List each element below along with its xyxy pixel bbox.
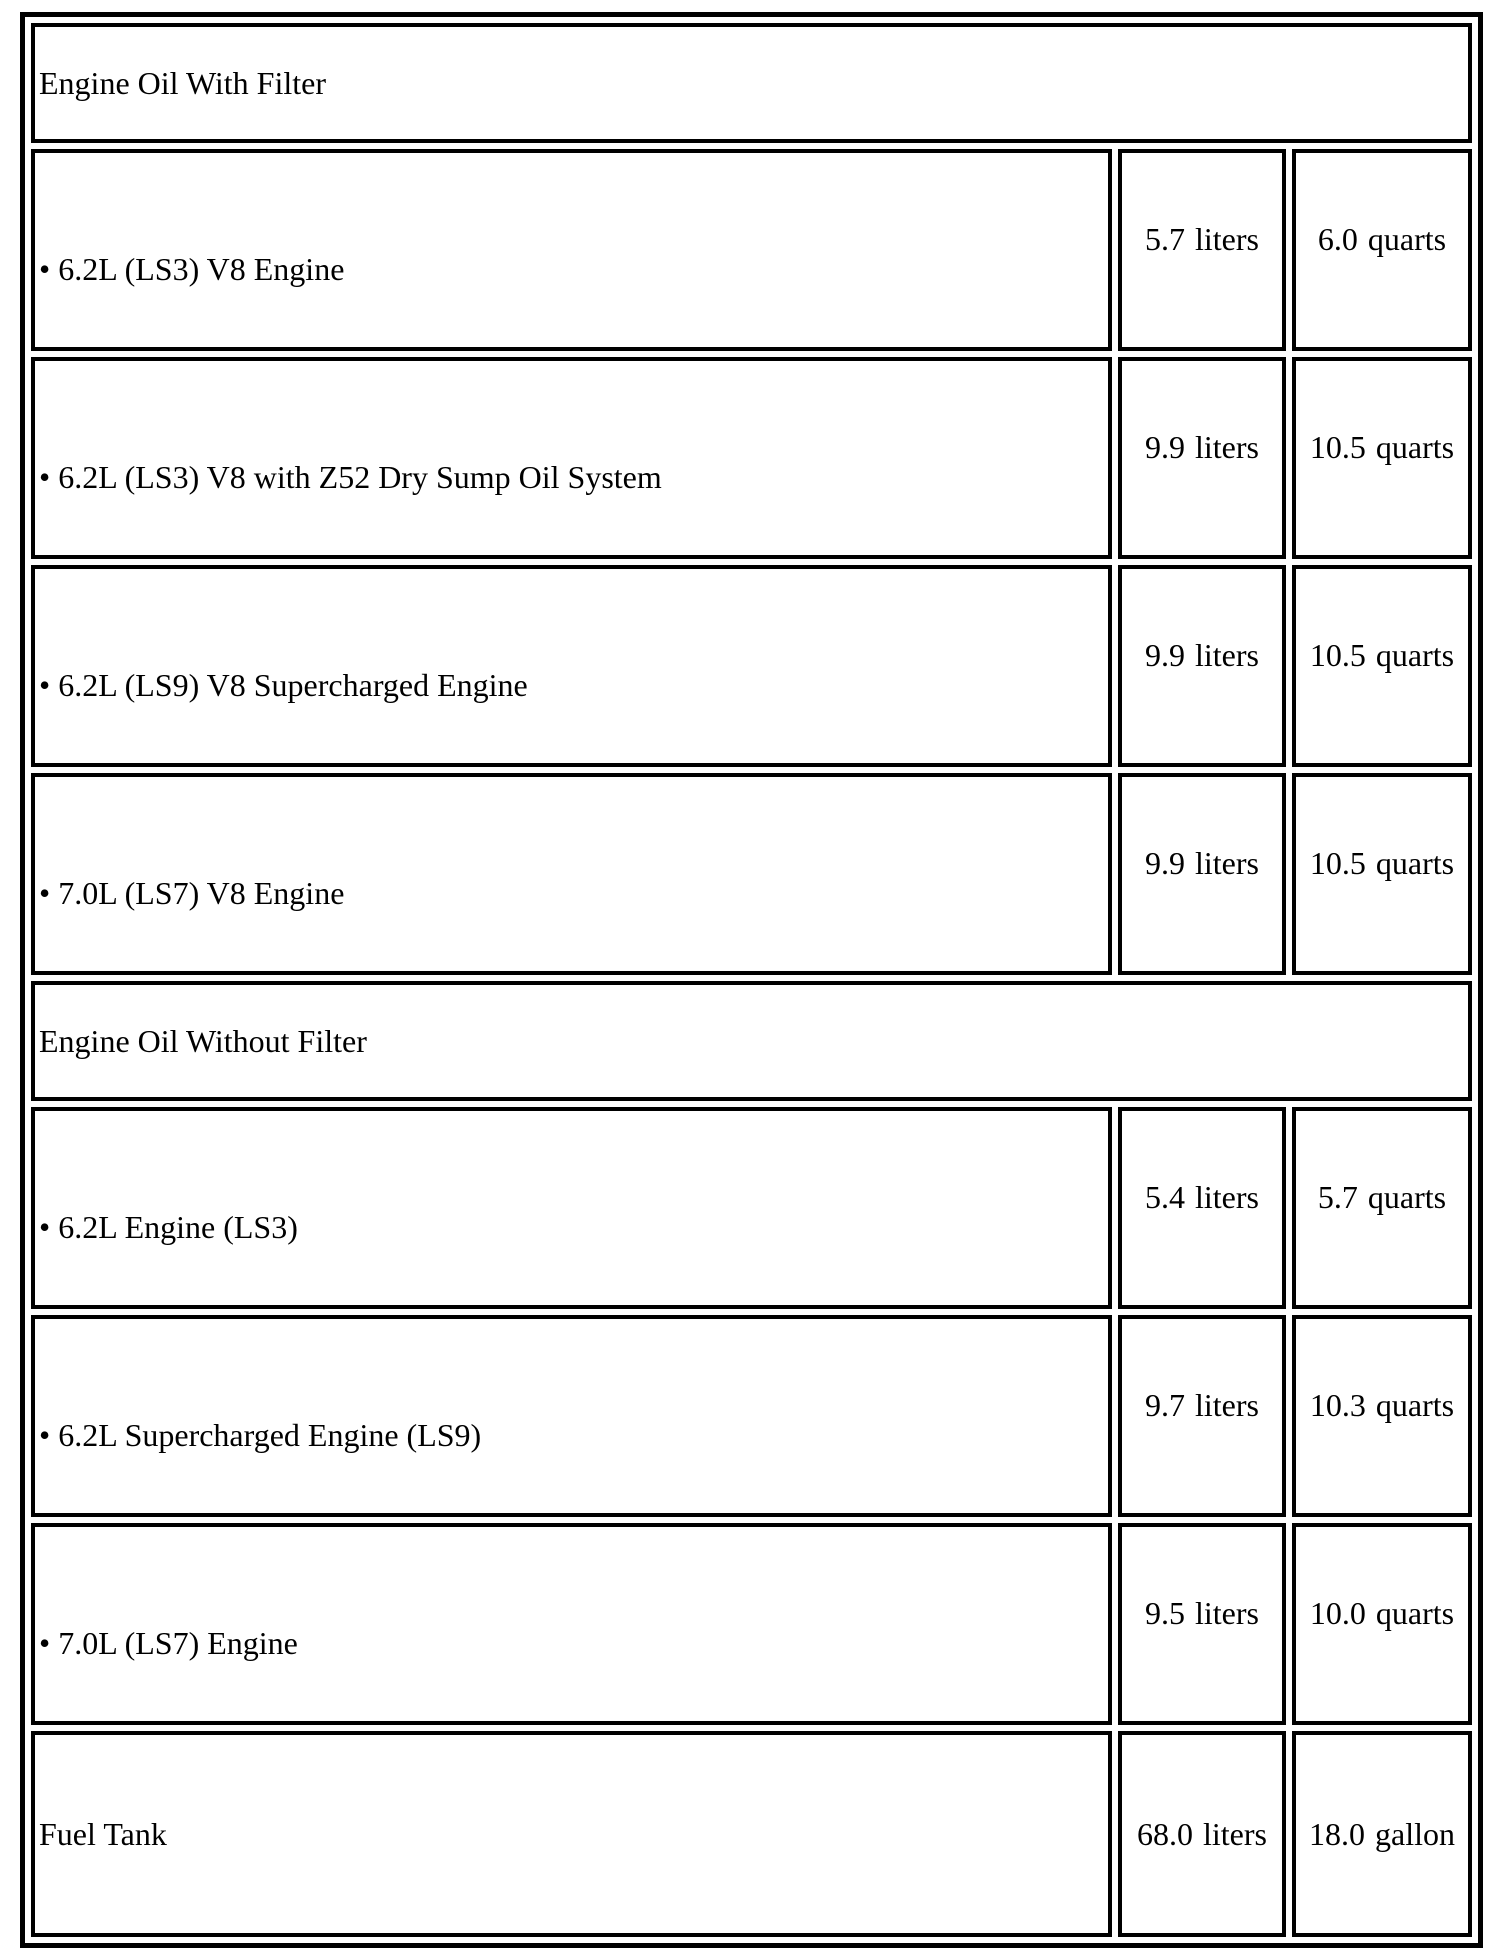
metric-value: 5.4	[1145, 1178, 1185, 1215]
us-unit: quarts	[1375, 636, 1455, 673]
bullet-icon: •	[39, 1416, 51, 1453]
us-cell	[1292, 357, 1472, 559]
us-value: 5.7	[1317, 1178, 1358, 1215]
metric-unit: liters	[1195, 1386, 1259, 1423]
table-row	[31, 149, 1472, 351]
section-header-row	[31, 981, 1472, 1101]
us-cell	[1292, 1315, 1472, 1517]
row-label: 6.2L (LS9) V8 Supercharged Engine	[58, 666, 528, 703]
metric-cell	[1118, 149, 1286, 351]
us-unit: quarts	[1367, 220, 1447, 257]
capacities-table	[20, 12, 1483, 1948]
row-label: 6.2L (LS3) V8 with Z52 Dry Sump Oil System	[58, 458, 662, 495]
us-value: 18.0	[1309, 1815, 1366, 1852]
metric-unit: liters	[1195, 1178, 1259, 1215]
table-row	[31, 773, 1472, 975]
table-row	[31, 1107, 1472, 1309]
row-label-cell	[31, 565, 1112, 767]
us-value: 10.5	[1309, 844, 1366, 881]
fuel-tank-row	[31, 1731, 1472, 1937]
us-cell	[1292, 1107, 1472, 1309]
row-label-cell	[31, 1523, 1112, 1725]
row-label-cell	[31, 357, 1112, 559]
metric-cell	[1118, 357, 1286, 559]
us-unit: quarts	[1367, 1178, 1447, 1215]
bullet-icon: •	[39, 458, 51, 495]
us-cell	[1292, 773, 1472, 975]
us-value: 10.5	[1309, 636, 1366, 673]
metric-cell	[1118, 1731, 1286, 1937]
us-unit: gallon	[1375, 1815, 1455, 1852]
metric-cell	[1118, 565, 1286, 767]
us-value: 10.3	[1309, 1386, 1366, 1423]
metric-unit: liters	[1195, 220, 1259, 257]
us-unit: quarts	[1375, 1594, 1455, 1631]
metric-value: 9.9	[1145, 636, 1185, 673]
table-row	[31, 1523, 1472, 1725]
metric-cell	[1118, 773, 1286, 975]
us-value: 10.5	[1309, 428, 1366, 465]
table-row	[31, 357, 1472, 559]
metric-unit: liters	[1195, 844, 1259, 881]
row-label-cell	[31, 773, 1112, 975]
metric-cell	[1118, 1107, 1286, 1309]
bullet-icon: •	[39, 874, 51, 911]
metric-value: 9.9	[1145, 428, 1185, 465]
metric-unit: liters	[1195, 428, 1259, 465]
row-label: 7.0L (LS7) V8 Engine	[58, 874, 345, 911]
row-label: Fuel Tank	[39, 1815, 167, 1852]
us-value: 10.0	[1309, 1594, 1366, 1631]
bullet-icon: •	[39, 1624, 51, 1661]
section-header: Engine Oil Without Filter	[31, 981, 1472, 1101]
us-cell	[1292, 1523, 1472, 1725]
us-unit: quarts	[1375, 428, 1455, 465]
row-label: 6.2L Supercharged Engine (LS9)	[58, 1416, 482, 1453]
metric-value: 9.7	[1145, 1386, 1185, 1423]
table-row	[31, 565, 1472, 767]
row-label: 6.2L Engine (LS3)	[58, 1208, 298, 1245]
row-label-cell	[31, 149, 1112, 351]
us-value: 6.0	[1317, 220, 1358, 257]
metric-unit: liters	[1195, 1594, 1259, 1631]
us-cell	[1292, 1731, 1472, 1937]
row-label: 6.2L (LS3) V8 Engine	[58, 250, 345, 287]
section-header-row	[31, 23, 1472, 143]
metric-value: 5.7	[1145, 220, 1185, 257]
metric-cell	[1118, 1523, 1286, 1725]
capacities-page	[20, 12, 1467, 1946]
table-row	[31, 1315, 1472, 1517]
us-cell	[1292, 565, 1472, 767]
us-unit: quarts	[1375, 1386, 1455, 1423]
us-unit: quarts	[1375, 844, 1455, 881]
bullet-icon: •	[39, 666, 51, 703]
metric-value: 68.0	[1137, 1815, 1193, 1852]
bullet-icon: •	[39, 250, 51, 287]
metric-value: 9.9	[1145, 844, 1185, 881]
row-label-cell	[31, 1731, 1112, 1937]
metric-unit: liters	[1203, 1815, 1267, 1852]
row-label: 7.0L (LS7) Engine	[58, 1624, 298, 1661]
row-label-cell	[31, 1315, 1112, 1517]
metric-value: 9.5	[1145, 1594, 1185, 1631]
row-label-cell	[31, 1107, 1112, 1309]
us-cell	[1292, 149, 1472, 351]
metric-cell	[1118, 1315, 1286, 1517]
bullet-icon: •	[39, 1208, 51, 1245]
section-header: Engine Oil With Filter	[31, 23, 1472, 143]
metric-unit: liters	[1195, 636, 1259, 673]
